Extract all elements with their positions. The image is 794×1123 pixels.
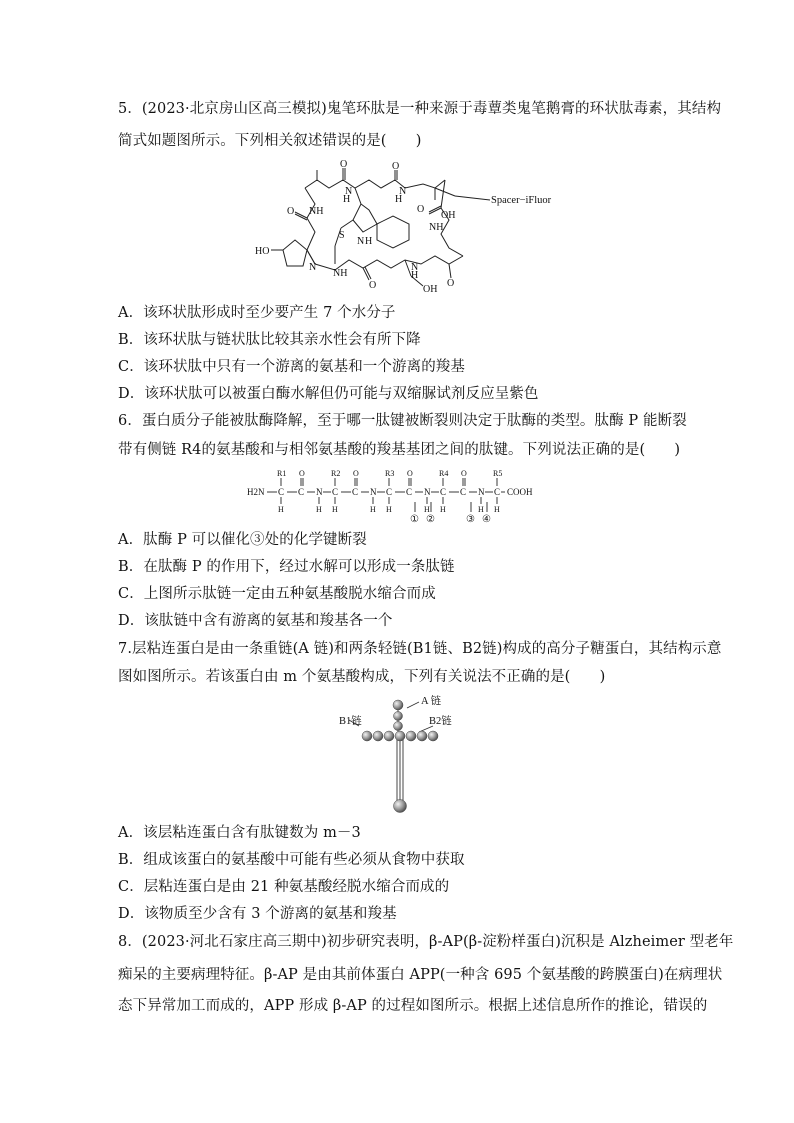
q5-o-label: O	[392, 161, 400, 172]
q5-o-label: O	[369, 280, 377, 291]
q6-n-label: N	[370, 487, 377, 497]
q6-c-label: C	[406, 487, 413, 497]
q5-o-label: O	[340, 159, 348, 170]
q5-nh-label: NH	[309, 206, 324, 217]
q6-h-label: H	[424, 505, 430, 514]
q5-cyclic-peptide-structure	[245, 159, 552, 300]
q7-a-chain-label: A 链	[421, 696, 442, 707]
q5-s-label: S	[339, 230, 345, 241]
q5-option-b: B．该环状肽与链状肽比较其亲水性会有所下降	[118, 332, 421, 348]
q6-c-label: C	[460, 487, 467, 497]
q7-option-d: D．该物质至少含有 3 个游离的氨基和羧基	[118, 906, 397, 922]
q6-n-label: N	[424, 487, 431, 497]
q6-option-a: A．肽酶 P 可以催化③处的化学键断裂	[118, 532, 367, 548]
q7-option-a: A．该层粘连蛋白含有肽键数为 m－3	[118, 825, 361, 841]
q5-n-label: N	[345, 186, 353, 197]
q8-line3: 态下异常加工而成的，APP 形成 β-AP 的过程如图所示。根据上述信息所作的推论，错误的	[118, 998, 708, 1014]
q7-option-b: B．组成该蛋白的氨基酸中可能有些必须从食物中获取	[118, 852, 465, 868]
q6-o-label: O	[407, 469, 413, 478]
q6-h-label: H	[440, 505, 446, 514]
q6-option-d: D．该肽链中含有游离的氨基和羧基各一个	[118, 613, 393, 629]
q6-c-label: C	[298, 487, 305, 497]
q7-stem-line2: 图如图所示。若该蛋白由 m 个氨基酸构成，下列有关说法不正确的是( )	[118, 669, 606, 685]
q6-c-label: C	[440, 487, 447, 497]
q6-peptide-chain-structure	[245, 467, 555, 525]
q5-o-label: O	[447, 278, 455, 289]
q6-h-label: H	[370, 505, 376, 514]
q5-n-label: N	[411, 262, 419, 273]
q5-oh-label: OH	[423, 284, 438, 295]
q5-option-a: A．该环状肽形成时至少要产生 7 个水分子	[118, 305, 396, 321]
q6-n-label: N	[478, 487, 485, 497]
q6-r3-label: R3	[385, 469, 395, 478]
q6-stem-line1: 6．蛋白质分子能被肽酶降解，至于哪一肽键被断裂则决定于肽酶的类型。肽酶 P 能断裂	[118, 413, 687, 429]
q5-spacer-label: Spacer−iFluor	[491, 195, 552, 206]
q5-option-d: D．该环状肽可以被蛋白酶水解但仍可能与双缩脲试剂反应呈紫色	[118, 386, 539, 402]
q5-option-c: C．该环状肽中只有一个游离的氨基和一个游离的羧基	[118, 359, 465, 375]
q5-n-label: N	[357, 236, 365, 247]
q6-n-label: N	[316, 487, 323, 497]
q8-line2: 痴呆的主要病理特征。β-AP 是由其前体蛋白 APP(一种含 695 个氨基酸的跨膜蛋白)在病理状	[118, 967, 723, 983]
q6-c-label: C	[332, 487, 339, 497]
q5-nh-label: NH	[429, 222, 444, 233]
q6-h-label: H	[494, 505, 500, 514]
q7-b2-chain-label: B2链	[429, 716, 452, 727]
q5-stem-line1: 5．(2023·北京房山区高三模拟)鬼笔环肽是一种来源于毒蕈类鬼笔鹅膏的环状肽毒素，其结构	[118, 101, 722, 117]
q7-stem-line1: 7.层粘连蛋白是由一条重链(A 链)和两条轻链(B1链、B2链)构成的高分子糖蛋白，其结构示意	[118, 641, 722, 657]
q6-h-label: H	[278, 505, 284, 514]
q5-h-label: H	[343, 194, 351, 205]
q7-laminin-structure-diagram	[335, 690, 465, 815]
q6-c-label: C	[494, 487, 501, 497]
q6-option-b: B．在肽酶 P 的作用下，经过水解可以形成一条肽链	[118, 559, 455, 575]
q5-o-label: O	[417, 204, 425, 215]
q8-line1: 8．(2023·河北石家庄高三期中)初步研究表明，β-AP(β-淀粉样蛋白)沉积是 Alzheimer 型老年	[118, 934, 734, 950]
q6-h-label: H	[332, 505, 338, 514]
q6-stem-line2: 带有侧链 R4的氨基酸和与相邻氨基酸的羧基基团之间的肽键。下列说法正确的是( )	[118, 442, 681, 458]
q6-o-label: O	[461, 469, 467, 478]
q5-o-label: O	[287, 206, 295, 217]
q6-cooh-label: COOH	[507, 487, 533, 497]
q5-n-label: N	[399, 186, 407, 197]
q6-r4-label: R4	[439, 469, 449, 478]
q5-oh-label: OH	[441, 210, 456, 221]
q6-marker-2: ②	[426, 514, 435, 525]
q6-h2n-label: H2N	[247, 487, 265, 497]
q6-marker-1: ①	[410, 514, 419, 525]
q5-nh-label: NH	[333, 268, 348, 279]
q5-h-label: H	[411, 270, 419, 281]
q5-h-label: H	[395, 194, 403, 205]
q5-n-label: N	[309, 262, 317, 273]
q6-h-label: H	[386, 505, 392, 514]
q6-h-label: H	[478, 505, 484, 514]
q6-r1-label: R1	[277, 469, 287, 478]
q5-h-label: H	[365, 236, 373, 247]
q6-marker-3: ③	[466, 514, 475, 525]
q6-marker-4: ④	[482, 514, 491, 525]
q7-option-c: C．层粘连蛋白是由 21 种氨基酸经脱水缩合而成的	[118, 879, 450, 895]
q6-r5-label: R5	[493, 469, 503, 478]
q6-c-label: C	[278, 487, 285, 497]
q5-ho-label: HO	[255, 246, 270, 257]
q6-option-c: C．上图所示肽链一定由五种氨基酸脱水缩合而成	[118, 586, 436, 602]
q6-o-label: O	[353, 469, 359, 478]
q6-c-label: C	[386, 487, 393, 497]
q6-r2-label: R2	[331, 469, 341, 478]
q6-c-label: C	[352, 487, 359, 497]
q7-b1-chain-label: B1链	[339, 716, 362, 727]
q5-stem-line2: 简式如题图所示。下列相关叙述错误的是( )	[118, 133, 422, 149]
q6-o-label: O	[299, 469, 305, 478]
q6-h-label: H	[316, 505, 322, 514]
